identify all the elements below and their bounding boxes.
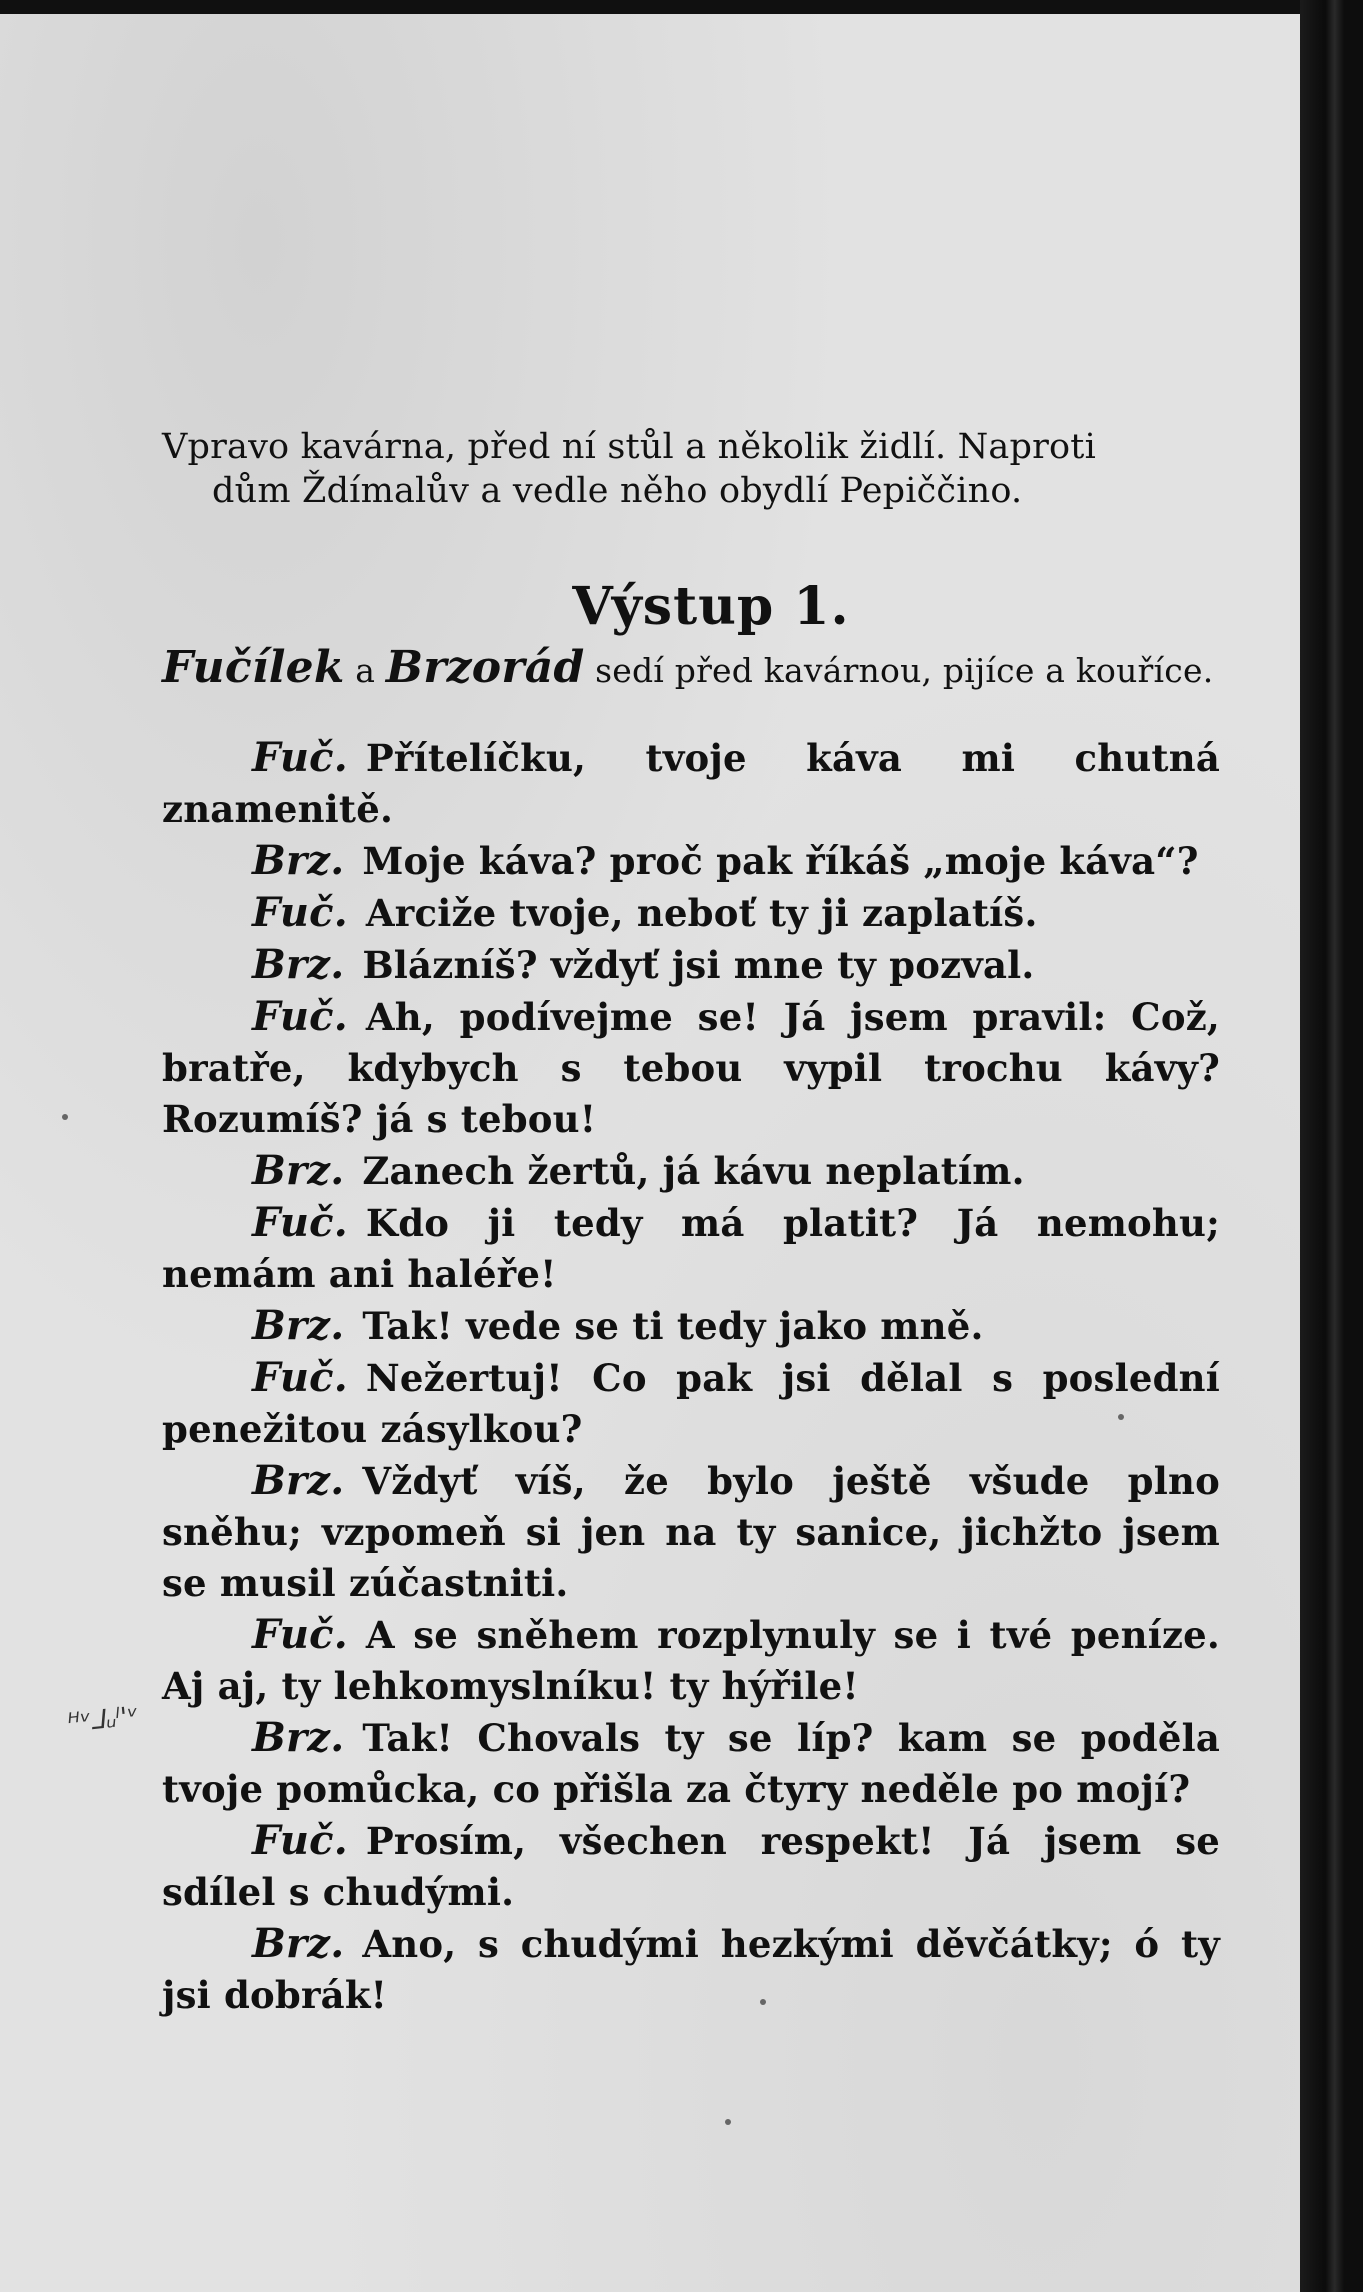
speaker: Brz. xyxy=(252,1147,345,1194)
speck xyxy=(62,1114,68,1120)
dialogue-line xyxy=(162,732,1220,835)
speaker: Fuč. xyxy=(252,734,348,781)
speech-text: Vždyť víš, že bylo ještě všude plno sněhu; vzpomeň si jen na ty sanice, jichžto jsem se musil zúčastniti. xyxy=(162,1459,1220,1605)
speck xyxy=(725,2119,731,2125)
speech-text: Arciže tvoje, neboť ty ji zaplatíš. xyxy=(365,891,1038,935)
speaker: Brz. xyxy=(252,1920,345,1967)
scene-title: Výstup 1. xyxy=(572,576,850,637)
dialogue-line xyxy=(162,1918,1220,2021)
dialogue-line xyxy=(162,1455,1220,1609)
speaker: Brz. xyxy=(252,1302,345,1349)
speaker: Fuč. xyxy=(252,889,348,936)
dialogue-line xyxy=(162,1609,1220,1712)
speech-text: Moje káva? proč pak říkáš „moje káva“? xyxy=(362,839,1199,883)
speaker: Fuč. xyxy=(252,1199,348,1246)
dialogue-line xyxy=(162,887,1220,939)
speaker: Brz. xyxy=(252,1457,345,1504)
dialogue-line xyxy=(162,1815,1220,1918)
dialogue-line xyxy=(162,991,1220,1145)
speech-text: Tak! Chovals ty se líp? kam se poděla tvoje pomůcka, co přišla za čtyry neděle po mojí? xyxy=(162,1716,1220,1811)
stage-direction-line: dům Ždímalův a vedle něho obydlí Pepiččino. xyxy=(212,471,1023,511)
handwritten-mark: ᴴᵛ⅃ᵤˡ'ᵛ xyxy=(66,1701,140,1739)
speech-text: A se sněhem rozplynuly se i tvé peníze. Aj aj, ty lehkomyslníku! ty hýřile! xyxy=(162,1613,1220,1708)
scene-description: sedí před kavárnou, pijíce a kouříce. xyxy=(595,651,1214,690)
character-name: Fučílek xyxy=(162,642,345,693)
character-name: Brzorád xyxy=(385,642,585,693)
dialogue xyxy=(162,732,1220,2021)
speech-text: Ah, podívejme se! Já jsem pravil: Což, bratře, kdybych s tebou vypil trochu kávy? Rozumíš? já s tebou! xyxy=(162,995,1220,1141)
speaker: Brz. xyxy=(252,941,345,988)
dialogue-line xyxy=(162,1712,1220,1815)
speaker: Brz. xyxy=(252,1714,345,1761)
stage-direction xyxy=(162,425,1220,513)
speech-text: Blázníš? vždyť jsi mne ty pozval. xyxy=(362,943,1035,987)
speech-text: Prosím, všechen respekt! Já jsem se sdílel s chudými. xyxy=(162,1819,1220,1914)
speaker: Fuč. xyxy=(252,1817,348,1864)
speaker: Brz. xyxy=(252,837,345,884)
dialogue-line xyxy=(162,939,1220,991)
speaker: Fuč. xyxy=(252,1611,348,1658)
joiner: a xyxy=(355,651,376,690)
speech-text: Ano, s chudými hezkými děvčátky; ó ty jsi dobrák! xyxy=(162,1922,1220,2017)
dialogue-line xyxy=(162,1197,1220,1300)
page-text xyxy=(162,425,1220,2021)
dialogue-line xyxy=(162,1352,1220,1455)
dialogue-line xyxy=(162,1300,1220,1352)
dialogue-line xyxy=(162,835,1220,887)
speech-text: Kdo ji tedy má platit? Já nemohu; nemám ani haléře! xyxy=(162,1201,1220,1296)
speech-text: Přítelíčku, tvoje káva mi chutná znamenitě. xyxy=(162,736,1220,831)
speaker: Fuč. xyxy=(252,993,348,1040)
speech-text: Zanech žertů, já kávu neplatím. xyxy=(362,1149,1025,1193)
speech-text: Tak! vede se ti tedy jako mně. xyxy=(362,1304,984,1348)
book-edge xyxy=(1300,0,1363,2292)
stage-direction-line: Vpravo kavárna, před ní stůl a několik židlí. Naproti xyxy=(162,427,1096,467)
dialogue-line xyxy=(162,1145,1220,1197)
speaker: Fuč. xyxy=(252,1354,348,1401)
speech-text: Nežertuj! Co pak jsi dělal s poslední penežitou zásylkou? xyxy=(162,1356,1220,1451)
scene-characters xyxy=(162,642,1220,694)
